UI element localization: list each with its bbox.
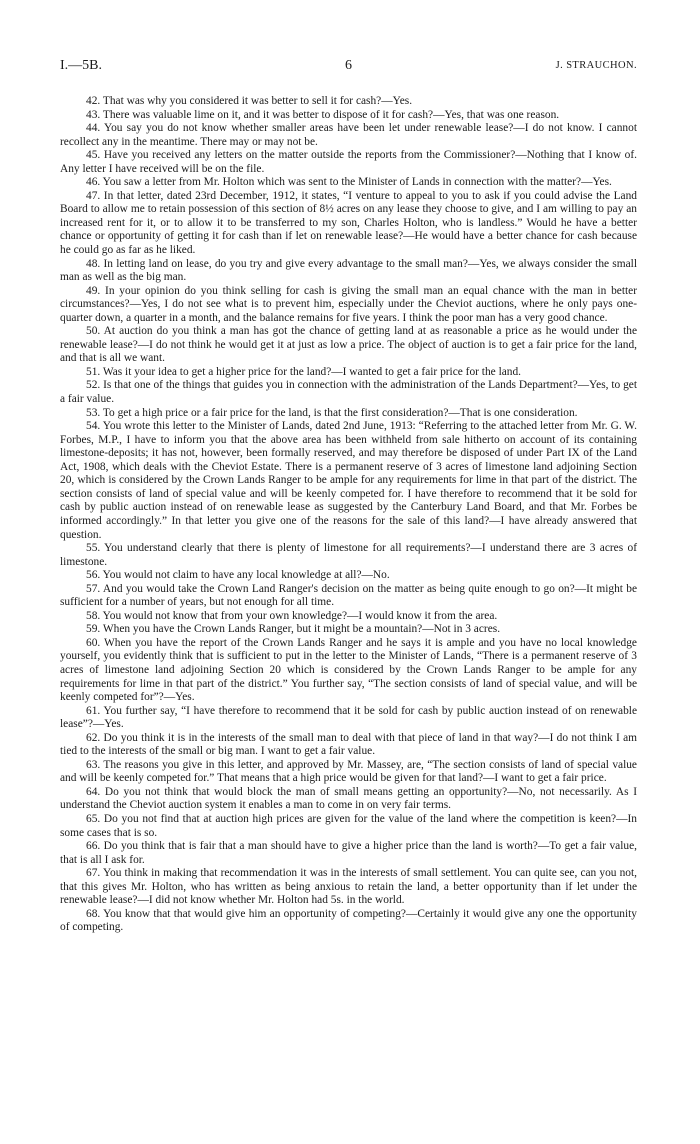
page-number: 6 [345, 58, 352, 73]
question-49: 49. In your opinion do you think selling for cash is giving the small man an equal chance with the man in better circumstances?—Yes, I do not see what is to prevent him, especially under the Cheviot auctions, where he only pays one-quarter down, a quarter in a month, and the balance remains for five years. I think the poor man has a very good chance. [60, 284, 637, 324]
question-56: 56. You would not claim to have any local knowledge at all?—No. [86, 569, 390, 582]
question-58: 58. You would not know that from your own knowledge?—I would know it from the area. [86, 609, 498, 622]
question-55: 55. You understand clearly that there is plenty of limestone for all requirements?—I understand there are 3 acres of limestone. [60, 542, 637, 568]
question-53: 53. To get a high price or a fair price for the land, is that the first consideration?—That is one consideration. [86, 406, 578, 419]
document-reference: I.—5B. [60, 58, 102, 73]
question-43: 43. There was valuable lime on it, and it was better to dispose of it for cash?—Yes, that was one reason. [86, 108, 560, 121]
question-46: 46. You saw a letter from Mr. Holton which was sent to the Minister of Lands in connection with the matter?—Yes. [86, 176, 612, 189]
question-54: 54. You wrote this letter to the Minister of Lands, dated 2nd June, 1913: “Referring to the attached letter from Mr. G. W. Forbes, M.P., I have to inform you that the above area has been withheld from sale hitherto on account of its containing limestone-deposits; it has not, however, been formally reserved, and may therefore be disposed of under Part IX of the Land Act, 1908, which deals with the Cheviot Estate. There is a permanent reserve of 3 acres of limestone land adjoining Section 20, which is considered by the Crown Lands Ranger to be ample for any requirements for lime in that part of the district. The section consists of land of special value and will be keenly competed for. I have therefore to recommend that it be sold for cash by public auction instead of on renewable lease as suggested by the Canterbury Land Board, and that Mr. Forbes be informed accordingly.” In that letter you give one of the reasons for the sale of this land?—I have already answered that question. [60, 420, 637, 541]
question-47: 47. In that letter, dated 23rd December, 1912, it states, “I venture to appeal to you to ask if you could advise the Land Board to allow me to retain possession of this section of 8½ acres on any lease they choose to give, and I am willing to pay an increased rent for it, or to allow it to be transferred to my son, Charles Holton, who is landless.” Would he have a better chance or opportunity of getting it for cash than if let on renewable lease?—He would have a better chance for cash because he could go as far as he liked. [60, 189, 637, 257]
testimony-body [60, 95, 637, 935]
question-51: 51. Was it your idea to get a higher price for the land?—I wanted to get a fair price for the land. [86, 365, 522, 378]
question-57: 57. And you would take the Crown Land Ranger's decision on the matter as being quite enough to go on?—It might be sufficient for a number of years, but not enough for all time. [60, 582, 637, 609]
question-65: 65. Do you not find that at auction high prices are given for the value of the land where the competition is keen?—In some cases that is so. [60, 812, 637, 839]
question-61: 61. You further say, “I have therefore to recommend that it be sold for cash by public auction instead of on renewable lease”?—Yes. [60, 704, 637, 731]
question-60: 60. When you have the report of the Crown Lands Ranger and he says it is ample and you have no local knowledge yourself, you evidently think that is sufficient to put in the letter to the Minister of Lands, “There is a permanent reserve of 3 acres of limestone land adjoining Section 20 which is considered by the Crown Lands Ranger to be ample for any requirements for lime in that part of the district.” You further say, “The section consists of land of special value, and will be keenly competed for”?—Yes. [60, 636, 637, 704]
question-44: 44. You say you do not know whether smaller areas have been let under renewable lease?—I do not know. I cannot recollect any in the meantime. There may or may not be. [60, 122, 637, 148]
question-62: 62. Do you think it is in the interests of the small man to deal with that piece of land in that way?—I do not think I am tied to the interests of the small or big man. I want to get a fair value. [60, 731, 637, 758]
question-63: 63. The reasons you give in this letter, and approved by Mr. Massey, are, “The section consists of land of special value and will be keenly competed for.” That means that a high price would be given for that land?—I want to get a fair price. [60, 758, 637, 785]
question-59: 59. When you have the Crown Lands Ranger, but it might be a mountain?—Not in 3 acres. [86, 623, 501, 636]
question-45: 45. Have you received any letters on the matter outside the reports from the Commissioner?—Nothing that I know of. Any letter I have received will be on the file. [60, 149, 637, 175]
question-52: 52. Is that one of the things that guides you in connection with the administration of the Lands Department?—Yes, to get a fair value. [60, 379, 637, 406]
question-67: 67. You think in making that recommendation it was in the interests of small settlement. You can quite see, can you not, that this gives Mr. Holton, who has written as being anxious to retain the land, a better opportunity than if let under the renewable lease?—I did not know whether Mr. Holton had 5s. in the world. [60, 867, 637, 907]
question-42: 42. That was why you considered it was better to sell it for cash?—Yes. [86, 95, 413, 107]
witness-name: J. STRAUCHON. [555, 60, 637, 71]
question-66: 66. Do you think that is fair that a man should have to give a higher price than the land is worth?—To get a fair value, that is all I ask for. [60, 840, 637, 866]
question-68: 68. You know that that would give him an opportunity of competing?—Certainly it would give any one the opportunity of competing. [60, 907, 637, 934]
question-48: 48. In letting land on lease, do you try and give every advantage to the small man?—Yes, we always consider the small man as well as the big man. [60, 257, 637, 284]
question-50: 50. At auction do you think a man has got the chance of getting land at as reasonable a price as he would under the renewable lease?—I do not think he would get it at just as low a price. The object of auction is to get a fair price for the land, and that is all we want. [60, 325, 637, 365]
question-64: 64. Do you not think that would block the man of small means getting an opportunity?—No, not necessarily. As I understand the Cheviot auction system it enables a man to come in on very fair terms. [60, 785, 637, 812]
page-header [60, 58, 637, 78]
